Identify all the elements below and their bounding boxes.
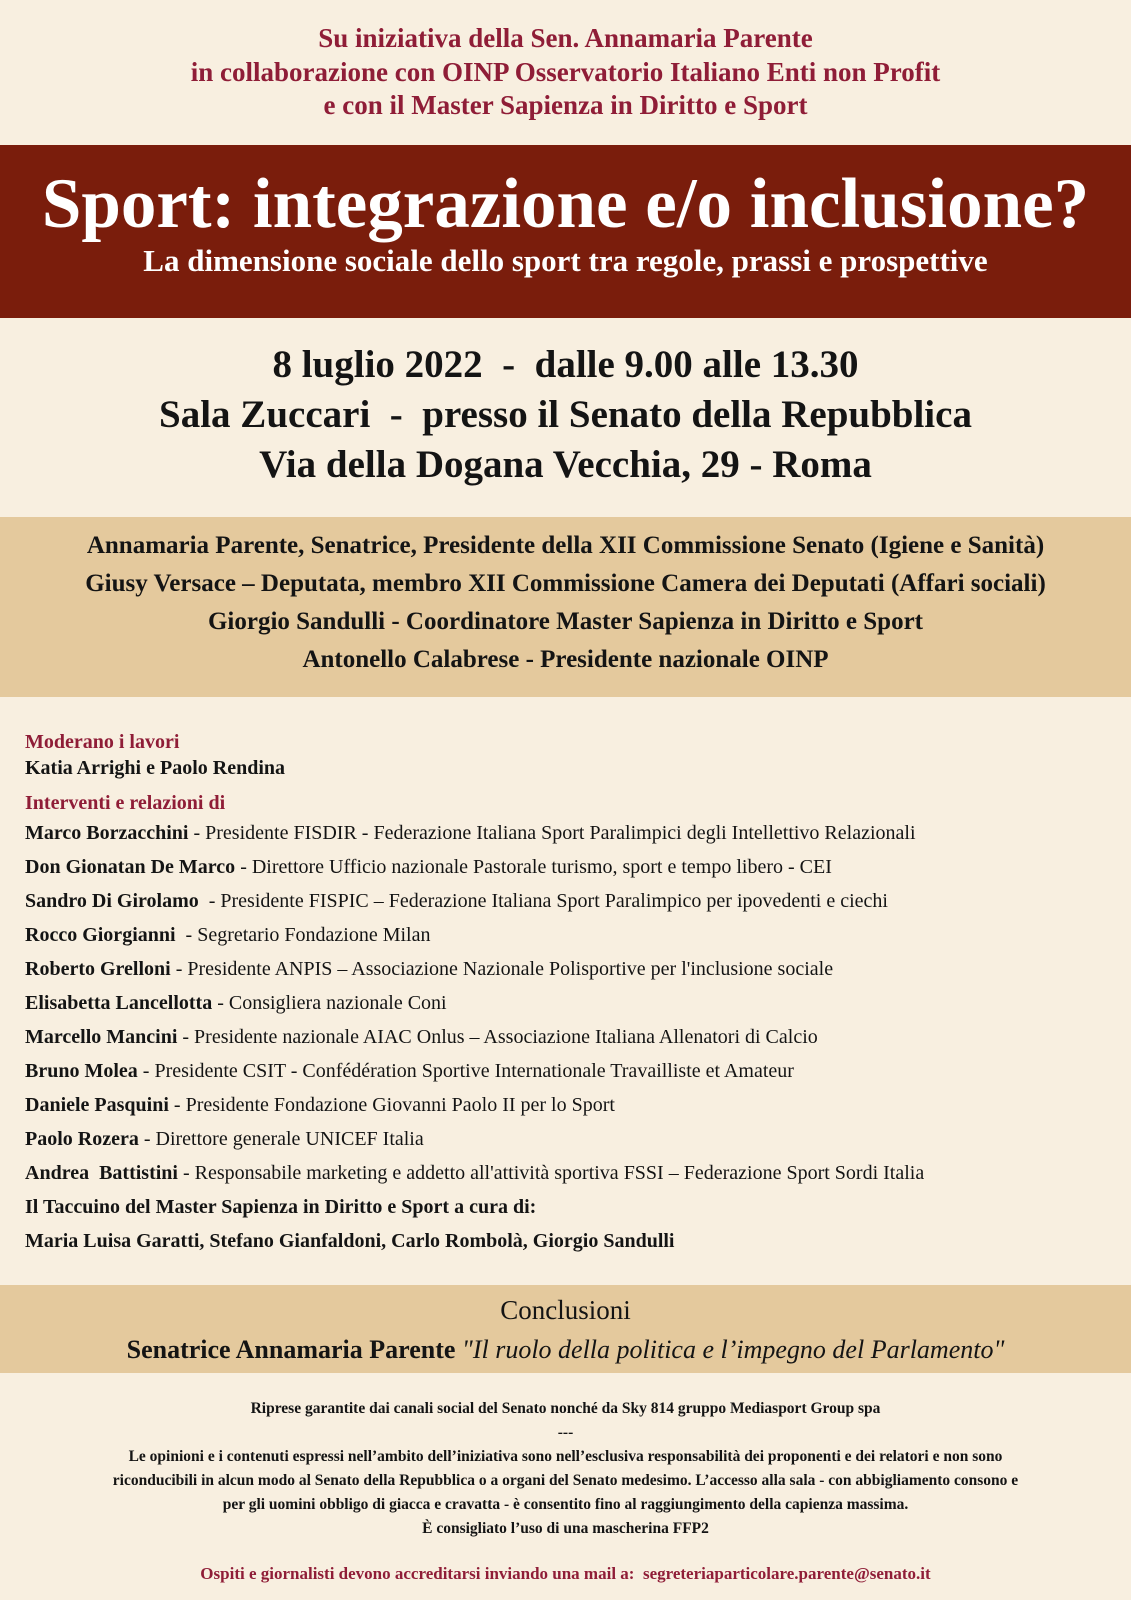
event-details [0, 340, 1131, 490]
speakers-label: Interventi e relazioni di [25, 792, 226, 814]
speaker-item [25, 850, 1115, 884]
accreditation-text: Ospiti e giornalisti devono accreditarsi inviando una mail a: [200, 1564, 643, 1583]
event-venue: Sala Zuccari - presso il Senato della Repubblica [159, 393, 972, 436]
disclaimer-line: riconducibili in alcun modo al Senato della Repubblica o a organi del Senato medesimo. L’accesso alla sala - con abbigliamento consono e [112, 1472, 1019, 1489]
speaker-name: Marcello Mancini [25, 1026, 178, 1048]
moderators-names: Katia Arrighi e Paolo Rendina [25, 757, 285, 779]
speaker-name: Daniele Pasquini [25, 1094, 169, 1116]
speaker-item [25, 1020, 1115, 1054]
intro-line: e con il Master Sapienza in Diritto e Sport [323, 90, 808, 120]
speaker-role: - Direttore Ufficio nazionale Pastorale turismo, sport e tempo libero - CEI [235, 856, 832, 878]
conclusions-quote: "Il ruolo della politica e l’impegno del Parlamento" [461, 1335, 1005, 1364]
host-line: Antonello Calabrese - Presidente nazionale OINP [302, 646, 829, 673]
title-banner [0, 145, 1131, 318]
speaker-name: Roberto Grelloni [25, 958, 171, 980]
speaker-role: - Presidente nazionale AIAC Onlus – Associazione Italiana Allenatori di Calcio [177, 1026, 818, 1048]
speaker-name: Elisabetta Lancellotta [25, 992, 213, 1014]
taccuino-names: Maria Luisa Garatti, Stefano Gianfaldoni, Carlo Rombolà, Giorgio Sandulli [25, 1230, 675, 1252]
conclusions-line [0, 1333, 1131, 1367]
speaker-item [25, 918, 1115, 952]
speaker-role: - Responsabile marketing e addetto all'attività sportiva FSSI – Federazione Sport Sordi Italia [177, 1162, 925, 1184]
speaker-name: Bruno Molea [25, 1060, 138, 1082]
host-line: Giorgio Sandulli - Coordinatore Master Sapienza in Diritto e Sport [207, 608, 924, 635]
speaker-role: - Consigliera nazionale Coni [212, 992, 447, 1014]
disclaimer-line: Le opinioni e i contenuti espressi nell’ambito dell’iniziativa sono nell’esclusiva responsabilità dei proponenti e dei relatori e non sono [128, 1448, 1003, 1465]
speaker-item [25, 1088, 1115, 1122]
footer-notes [20, 1397, 1111, 1541]
event-address: Via della Dogana Vecchia, 29 - Roma [259, 443, 872, 486]
footer-separator: --- [557, 1424, 574, 1441]
speaker-name: Andrea Battistini [25, 1162, 178, 1184]
speaker-item [25, 1156, 1115, 1190]
speaker-name: Sandro Di Girolamo [25, 890, 199, 912]
conclusions-band [0, 1285, 1131, 1373]
taccuino-label: Il Taccuino del Master Sapienza in Diritto e Sport a cura di: [25, 1196, 537, 1218]
intro-block [0, 22, 1131, 123]
speaker-item [25, 1122, 1115, 1156]
event-title: Sport: integrazione e/o inclusione? [41, 165, 1090, 243]
speaker-name: Don Gionatan De Marco [25, 856, 236, 878]
disclaimer-line: È consigliato l’uso di una mascherina FFP2 [422, 1520, 709, 1537]
accreditation-note [0, 1563, 1131, 1585]
disclaimer [20, 1445, 1111, 1541]
speaker-role: - Presidente FISPIC – Federazione Italiana Sport Paralimpico per ipovedenti e ciechi [198, 890, 888, 912]
speaker-item [25, 816, 1115, 850]
disclaimer-line: per gli uomini obbligo di giacca e cravatta - è consentito fino al raggiungimento della capienza massima. [222, 1496, 909, 1513]
intro-line: in collaborazione con OINP Osservatorio Italiano Enti non Profit [190, 56, 941, 87]
speaker-item [25, 1054, 1115, 1088]
speaker-item [25, 884, 1115, 918]
conclusions-speaker: Senatrice Annamaria Parente [126, 1335, 456, 1364]
contact-email: segreteriaparticolare.parente@senato.it [642, 1564, 931, 1583]
speaker-item [25, 952, 1115, 986]
speaker-role: - Presidente CSIT - Confédération Sportive Internationale Travailliste et Amateur [137, 1060, 794, 1082]
broadcast-note: Riprese garantite dai canali social del Senato nonché da Sky 814 gruppo Mediasport Group spa [250, 1400, 881, 1417]
speaker-role: - Segretario Fondazione Milan [175, 924, 431, 946]
hosts-band [0, 517, 1131, 697]
host-line: Giusy Versace – Deputata, membro XII Commissione Camera dei Deputati (Affari sociali) [85, 570, 1046, 597]
intro-line: Su iniziativa della Sen. Annamaria Parente [318, 23, 813, 53]
speaker-item [25, 986, 1115, 1020]
speaker-name: Marco Borzacchini [25, 822, 189, 844]
speaker-name: Paolo Rozera [25, 1128, 139, 1150]
program-section [25, 730, 1115, 1258]
speaker-role: - Presidente FISDIR - Federazione Italiana Sport Paralimpici degli Intellettivo Relazionali [188, 822, 916, 844]
speaker-name: Rocco Giorgianni [25, 924, 176, 946]
speakers-list [25, 816, 1115, 1190]
conclusions-heading: Conclusioni [500, 1295, 631, 1325]
moderators-label: Moderano i lavori [25, 731, 180, 753]
event-subtitle: La dimensione sociale dello sport tra regole, prassi e prospettive [143, 243, 988, 278]
speaker-role: - Presidente Fondazione Giovanni Paolo II per lo Sport [168, 1094, 615, 1116]
host-line: Annamaria Parente, Senatrice, Presidente della XII Commissione Senato (Igiene e Sanità) [86, 532, 1045, 559]
event-date-time: 8 luglio 2022 - dalle 9.00 alle 13.30 [272, 343, 859, 386]
speaker-role: - Presidente ANPIS – Associazione Nazionale Polisportive per l'inclusione sociale [170, 958, 834, 980]
speaker-role: - Direttore generale UNICEF Italia [138, 1128, 424, 1150]
